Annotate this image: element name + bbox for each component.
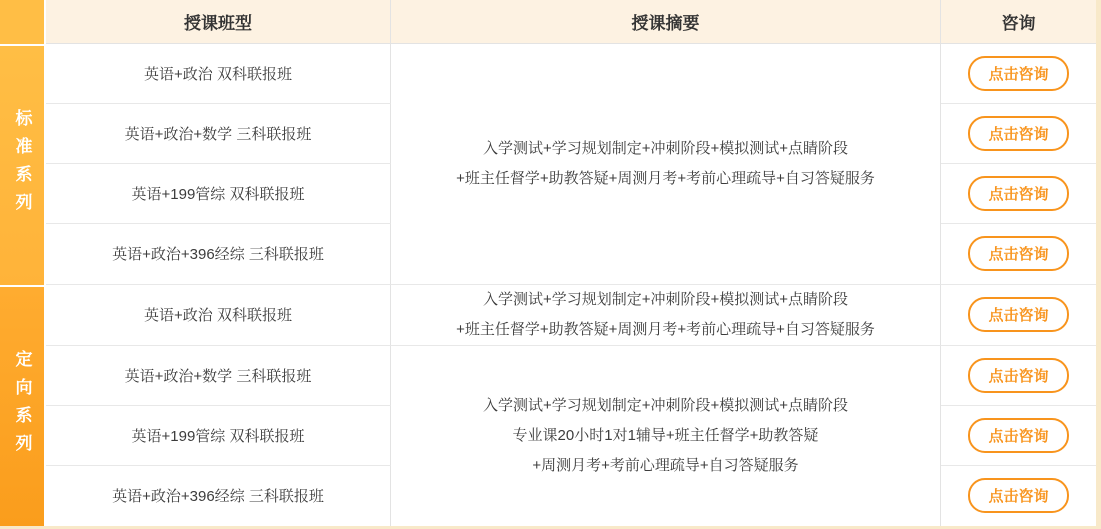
header-summary: 授课摘要 — [391, 0, 941, 44]
consult-button[interactable]: 点击咨询 — [968, 56, 1068, 91]
summary-line: 入学测试+学习规划制定+冲刺阶段+模拟测试+点睛阶段 — [482, 139, 849, 157]
summary-line: 入学测试+学习规划制定+冲刺阶段+模拟测试+点睛阶段 — [482, 396, 849, 414]
consult-cell — [941, 346, 1096, 406]
summary-cell-directed-a — [391, 285, 941, 346]
consult-cell — [941, 466, 1096, 526]
consult-button[interactable]: 点击咨询 — [968, 418, 1068, 453]
consult-button[interactable]: 点击咨询 — [968, 236, 1068, 271]
class-type-cell: 英语+政治 双科联报班 — [46, 285, 391, 346]
sidebar-section-directed — [0, 285, 46, 526]
sidebar-section-standard — [0, 44, 46, 285]
consult-button[interactable]: 点击咨询 — [968, 478, 1068, 513]
consult-button[interactable]: 点击咨询 — [968, 176, 1068, 211]
class-type-cell: 英语+199管综 双科联报班 — [46, 164, 391, 224]
class-type-cell: 英语+政治 双科联报班 — [46, 44, 391, 104]
consult-cell — [941, 164, 1096, 224]
consult-cell — [941, 44, 1096, 104]
class-type-cell: 英语+政治+数学 三科联报班 — [46, 104, 391, 164]
summary-cell-standard — [391, 44, 941, 285]
class-type-cell: 英语+199管综 双科联报班 — [46, 406, 391, 466]
consult-cell — [941, 104, 1096, 164]
summary-cell-directed-b — [391, 346, 941, 526]
class-type-cell: 英语+政治+396经综 三科联报班 — [46, 224, 391, 284]
summary-line: +班主任督学+助教答疑+周测月考+考前心理疏导+自习答疑服务 — [456, 169, 875, 187]
class-type-cell: 英语+政治+数学 三科联报班 — [46, 346, 391, 406]
summary-line: +周测月考+考前心理疏导+自习答疑服务 — [532, 456, 799, 474]
header-consult: 咨询 — [941, 0, 1096, 44]
consult-button[interactable]: 点击咨询 — [968, 116, 1068, 151]
sidebar-header-spacer — [0, 0, 46, 44]
consult-cell — [941, 285, 1096, 346]
summary-line: 专业课20小时1对1辅导+班主任督学+助教答疑 — [512, 426, 819, 444]
sidebar-standard-label: 标准系列 — [12, 109, 32, 222]
header-class-type: 授课班型 — [46, 0, 391, 44]
consult-button[interactable]: 点击咨询 — [968, 297, 1068, 332]
consult-cell — [941, 406, 1096, 466]
consult-cell — [941, 224, 1096, 284]
sidebar-directed-label: 定向系列 — [12, 350, 32, 463]
class-type-cell: 英语+政治+396经综 三科联报班 — [46, 466, 391, 526]
consult-button[interactable]: 点击咨询 — [968, 358, 1068, 393]
summary-line: 入学测试+学习规划制定+冲刺阶段+模拟测试+点睛阶段 — [482, 290, 849, 308]
summary-line: +班主任督学+助教答疑+周测月考+考前心理疏导+自习答疑服务 — [456, 320, 875, 338]
